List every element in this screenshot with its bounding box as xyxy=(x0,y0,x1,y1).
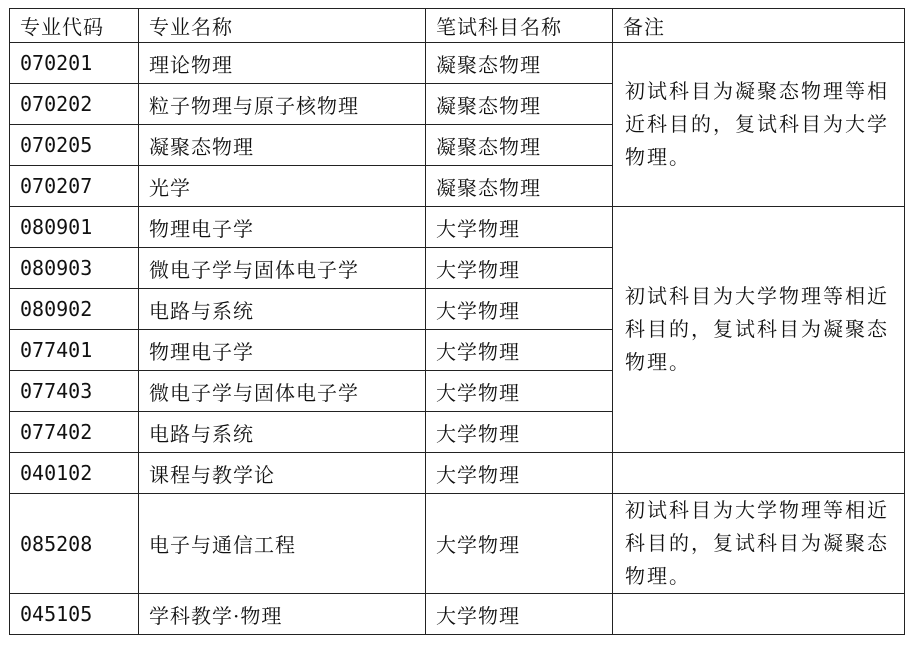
cell-name: 电路与系统 xyxy=(139,412,426,453)
major-exam-table xyxy=(9,8,905,635)
cell-subject: 凝聚态物理 xyxy=(426,166,613,207)
cell-name: 课程与教学论 xyxy=(139,453,426,494)
cell-code: 077403 xyxy=(10,371,139,412)
cell-note: 初试科目为大学物理等相近科目的，复试科目为凝聚态物理。 xyxy=(613,494,905,594)
cell-name: 理论物理 xyxy=(139,43,426,84)
header-subject: 笔试科目名称 xyxy=(426,9,613,43)
cell-code: 080901 xyxy=(10,207,139,248)
cell-code: 077401 xyxy=(10,330,139,371)
cell-code: 070207 xyxy=(10,166,139,207)
cell-subject: 大学物理 xyxy=(426,494,613,594)
cell-name: 物理电子学 xyxy=(139,207,426,248)
cell-code: 080902 xyxy=(10,289,139,330)
cell-name: 凝聚态物理 xyxy=(139,125,426,166)
cell-subject: 大学物理 xyxy=(426,330,613,371)
table-row xyxy=(10,594,905,635)
header-row xyxy=(10,9,905,43)
cell-subject: 大学物理 xyxy=(426,453,613,494)
cell-subject: 大学物理 xyxy=(426,289,613,330)
cell-note xyxy=(613,594,905,635)
cell-name: 学科教学·物理 xyxy=(139,594,426,635)
cell-subject: 凝聚态物理 xyxy=(426,43,613,84)
table-row xyxy=(10,43,905,84)
header-code: 专业代码 xyxy=(10,9,139,43)
table-row xyxy=(10,494,905,594)
cell-name: 粒子物理与原子核物理 xyxy=(139,84,426,125)
table-row xyxy=(10,207,905,248)
cell-code: 077402 xyxy=(10,412,139,453)
cell-subject: 大学物理 xyxy=(426,594,613,635)
cell-name: 光学 xyxy=(139,166,426,207)
document-page xyxy=(9,8,905,635)
cell-subject: 大学物理 xyxy=(426,248,613,289)
cell-name: 微电子学与固体电子学 xyxy=(139,371,426,412)
header-name: 专业名称 xyxy=(139,9,426,43)
cell-name: 电路与系统 xyxy=(139,289,426,330)
cell-subject: 凝聚态物理 xyxy=(426,84,613,125)
table-row xyxy=(10,453,905,494)
cell-code: 080903 xyxy=(10,248,139,289)
cell-code: 070205 xyxy=(10,125,139,166)
cell-note: 初试科目为凝聚态物理等相近科目的，复试科目为大学物理。 xyxy=(613,43,905,207)
cell-subject: 大学物理 xyxy=(426,207,613,248)
cell-code: 085208 xyxy=(10,494,139,594)
cell-code: 070202 xyxy=(10,84,139,125)
header-note: 备注 xyxy=(613,9,905,43)
cell-code: 045105 xyxy=(10,594,139,635)
cell-note xyxy=(613,453,905,494)
cell-code: 040102 xyxy=(10,453,139,494)
cell-name: 电子与通信工程 xyxy=(139,494,426,594)
cell-code: 070201 xyxy=(10,43,139,84)
cell-name: 物理电子学 xyxy=(139,330,426,371)
cell-subject: 大学物理 xyxy=(426,371,613,412)
cell-name: 微电子学与固体电子学 xyxy=(139,248,426,289)
cell-note: 初试科目为大学物理等相近科目的，复试科目为凝聚态物理。 xyxy=(613,207,905,453)
cell-subject: 大学物理 xyxy=(426,412,613,453)
cell-subject: 凝聚态物理 xyxy=(426,125,613,166)
